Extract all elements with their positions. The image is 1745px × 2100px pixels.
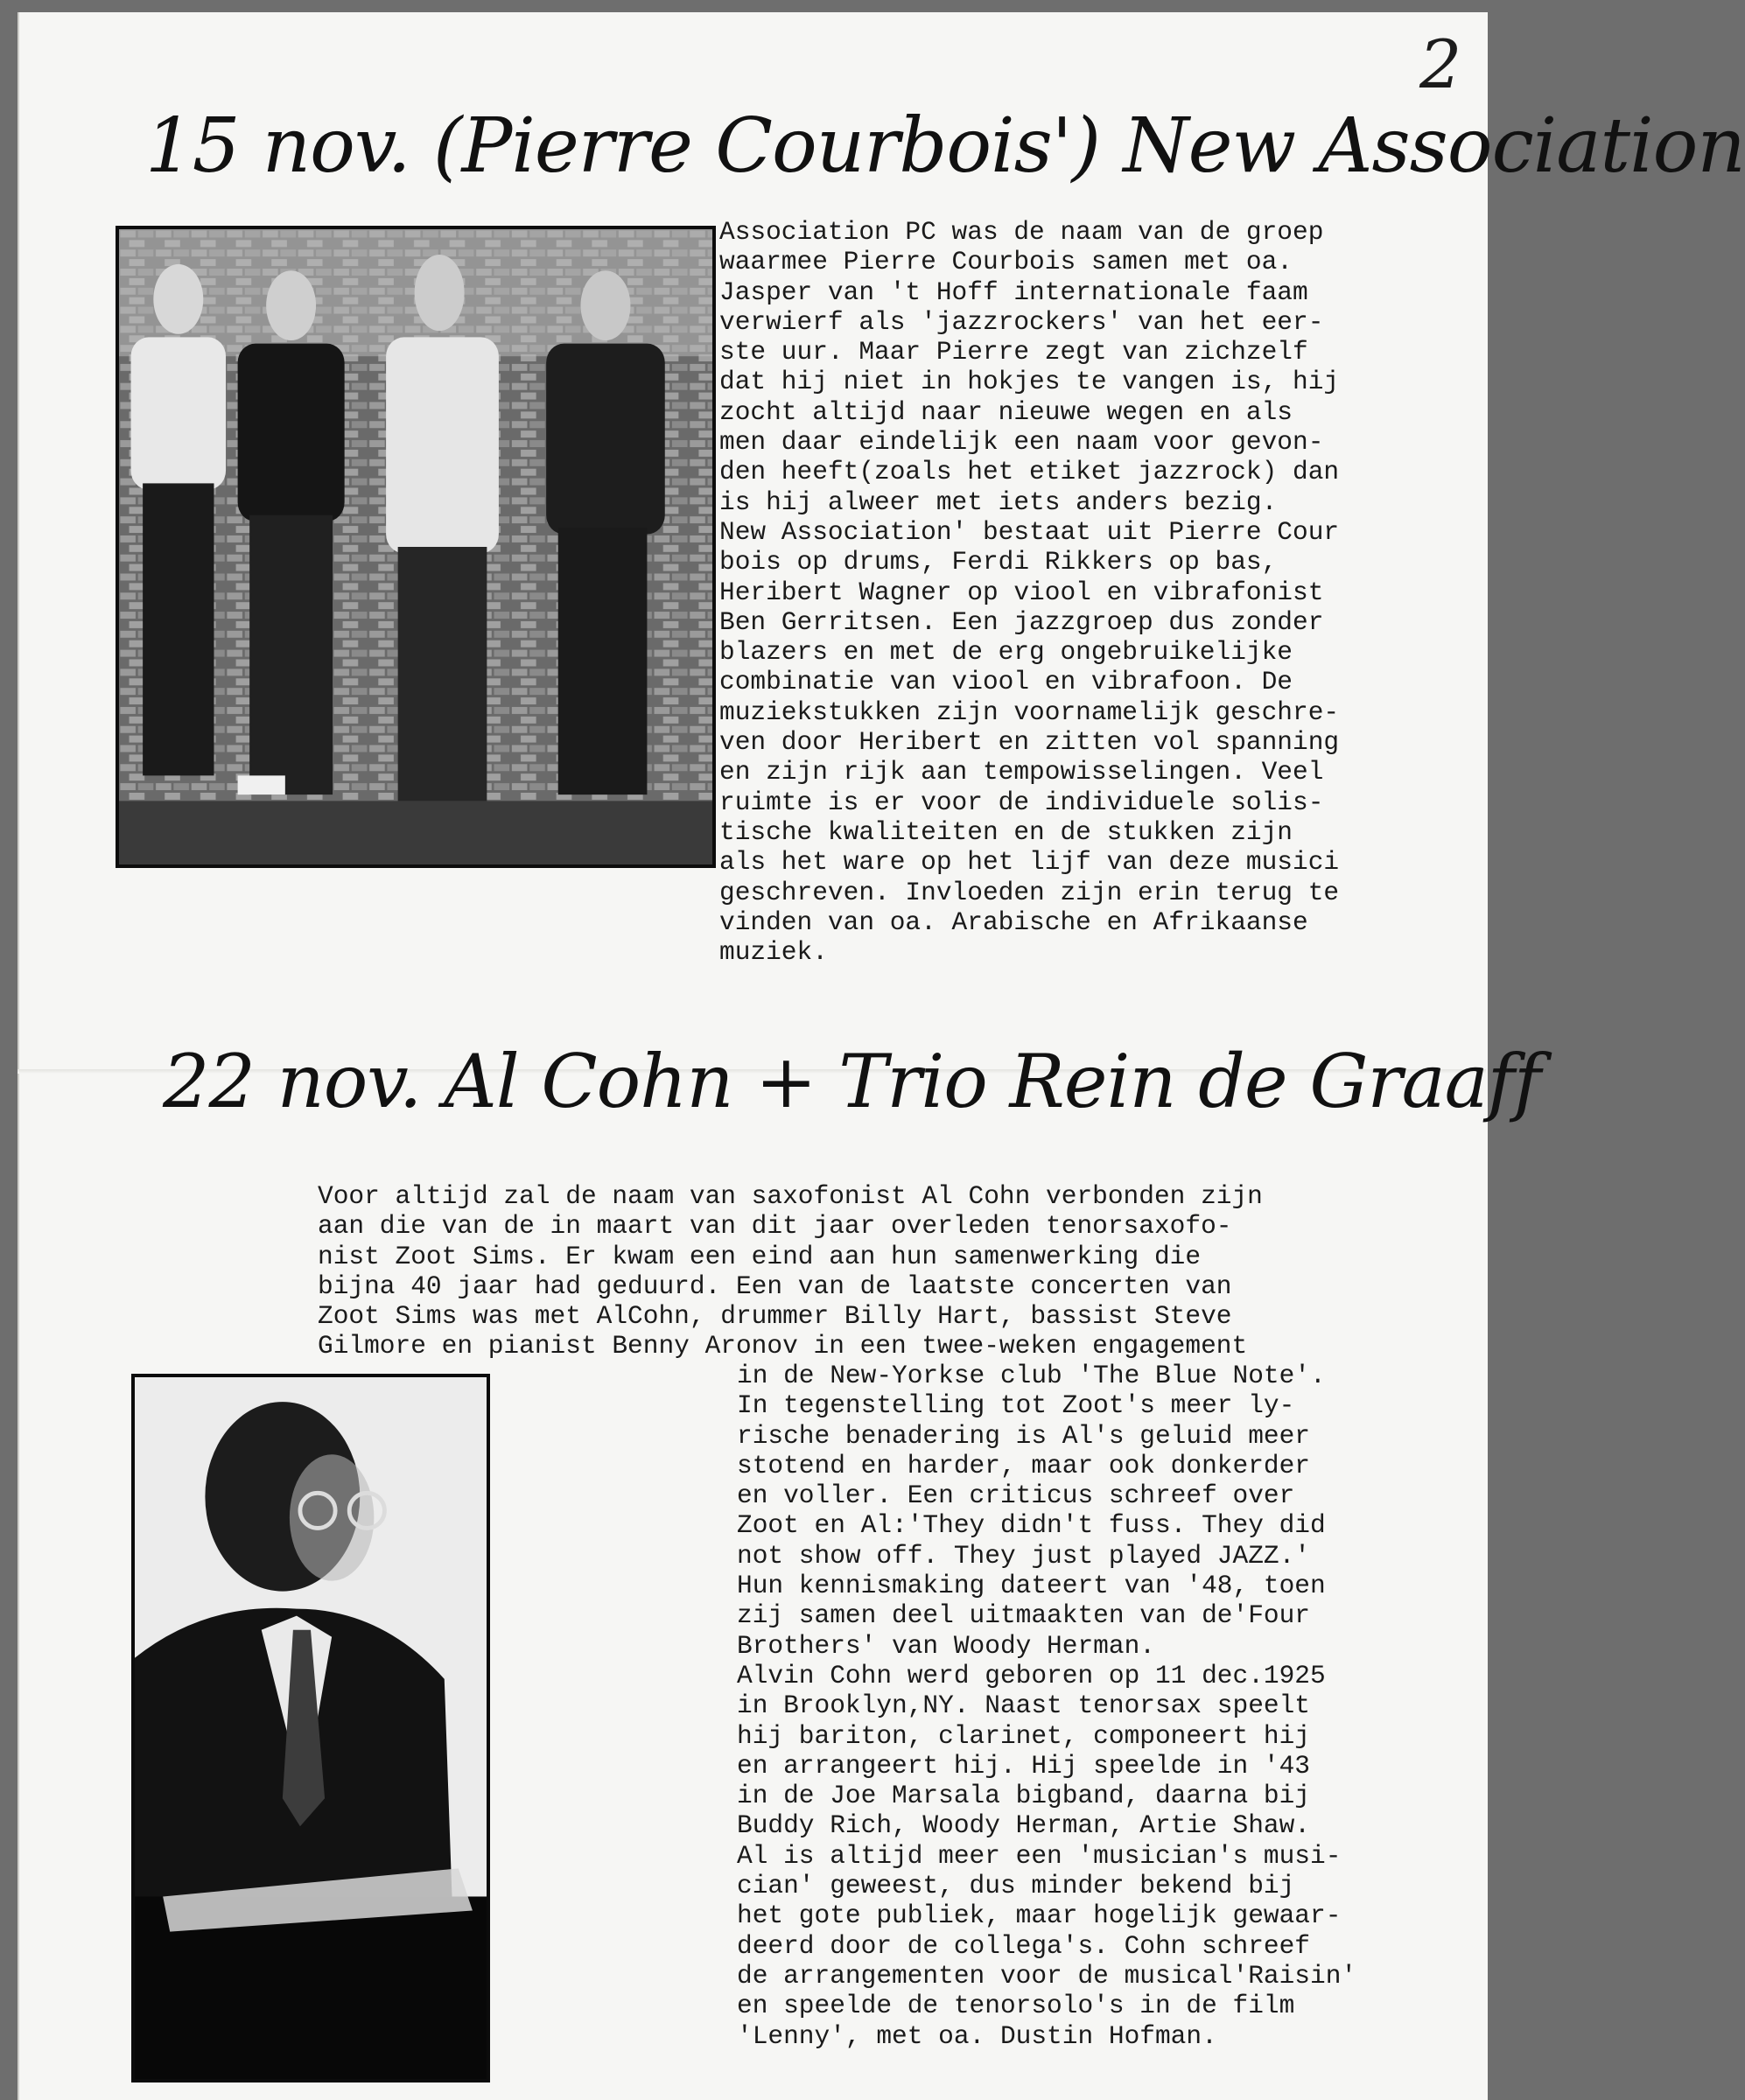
section1-heading: 15 nov. (Pierre Courbois') New Association [145,102,1745,190]
section2-text-narrow: in de New-Yorkse club 'The Blue Note'. In tegenstelling tot Zoot's meer ly- rische benadering is Al's geluid meer stotend en harder, maar ook donkerder en voller. Een criticus schreef over Zoot en Al:'They didn't fuss. They did not show off. They just played JAZZ.' Hun kennismaking dateert van '48, toen zij samen deel uitmaakten van de'Four Brothers' van Woody Herman. Alvin Cohn werd geboren op 11 dec.1925 in Brooklyn,NY. Naast tenorsax speelt hij bariton, clarinet, componeert hij en arrangeert hij. Hij speelde in '43 in de Joe Marsala bigband, daarna bij Buddy Rich, Woody Herman, Artie Shaw. Al is altijd meer een 'musician's musi- cian' geweest, dus minder bekend bij het gote publiek, maar hogelijk gewaar- deerd door de collega's. Cohn schreef de arrangementen voor de musical'Raisin' en speelde de tenorsolo's in de film 'Lenny', met oa. Dustin Hofman. [737,1361,1357,2051]
section1-text: Association PC was de naam van de groep waarmee Pierre Courbois samen met oa. Jasper van 't Hoff internationale faam verwierf als 'jazzrockers' van het eer- ste uur. Maar Pierre zegt van zichzelf dat hij niet in hokjes te vangen is, hij zocht altijd naar nieuwe wegen en als men daar eindelijk een naam voor gevon- den heeft(zoals het etiket jazzrock) dan is hij alweer met iets anders bezig. New Association' bestaat uit Pierre Cour bois op drums, Ferdi Rikkers op bas, Heribert Wagner op viool en vibrafonist Ben Gerritsen. Een jazzgroep dus zonder blazers en met de erg ongebruikelijke combinatie van viool en vibrafoon. De muziekstukken zijn voornamelijk geschre- ven door Heribert en zitten vol spanning en zijn rijk aan tempowisselingen. Veel ruimte is er voor de individuele solis- tische kwaliteiten en de stukken zijn als het ware op het lijf van deze musici geschreven. Invloeden zijn erin terug te vinden van oa. Arabische en Afrikaanse muziek. [719,217,1340,968]
page-number: 2 [1419,25,1462,103]
section2-text-wide: Voor altijd zal de naam van saxofonist Al Cohn verbonden zijn aan die van de in maart van dit jaar overleden tenorsaxofo- nist Zoot Sims. Er kwam een eind aan hun samenwerking die bijna 40 jaar had geduurd. Een van de laatste concerten van Zoot Sims was met AlCohn, drummer Billy Hart, bassist Steve Gilmore en pianist Benny Aronov in een twee-weken engagement [318,1181,1263,1362]
portrait-photo [131,1374,490,2082]
band-photo [116,226,716,868]
section2-heading: 22 nov. Al Cohn + Trio Rein de Graaff [163,1039,1540,1124]
